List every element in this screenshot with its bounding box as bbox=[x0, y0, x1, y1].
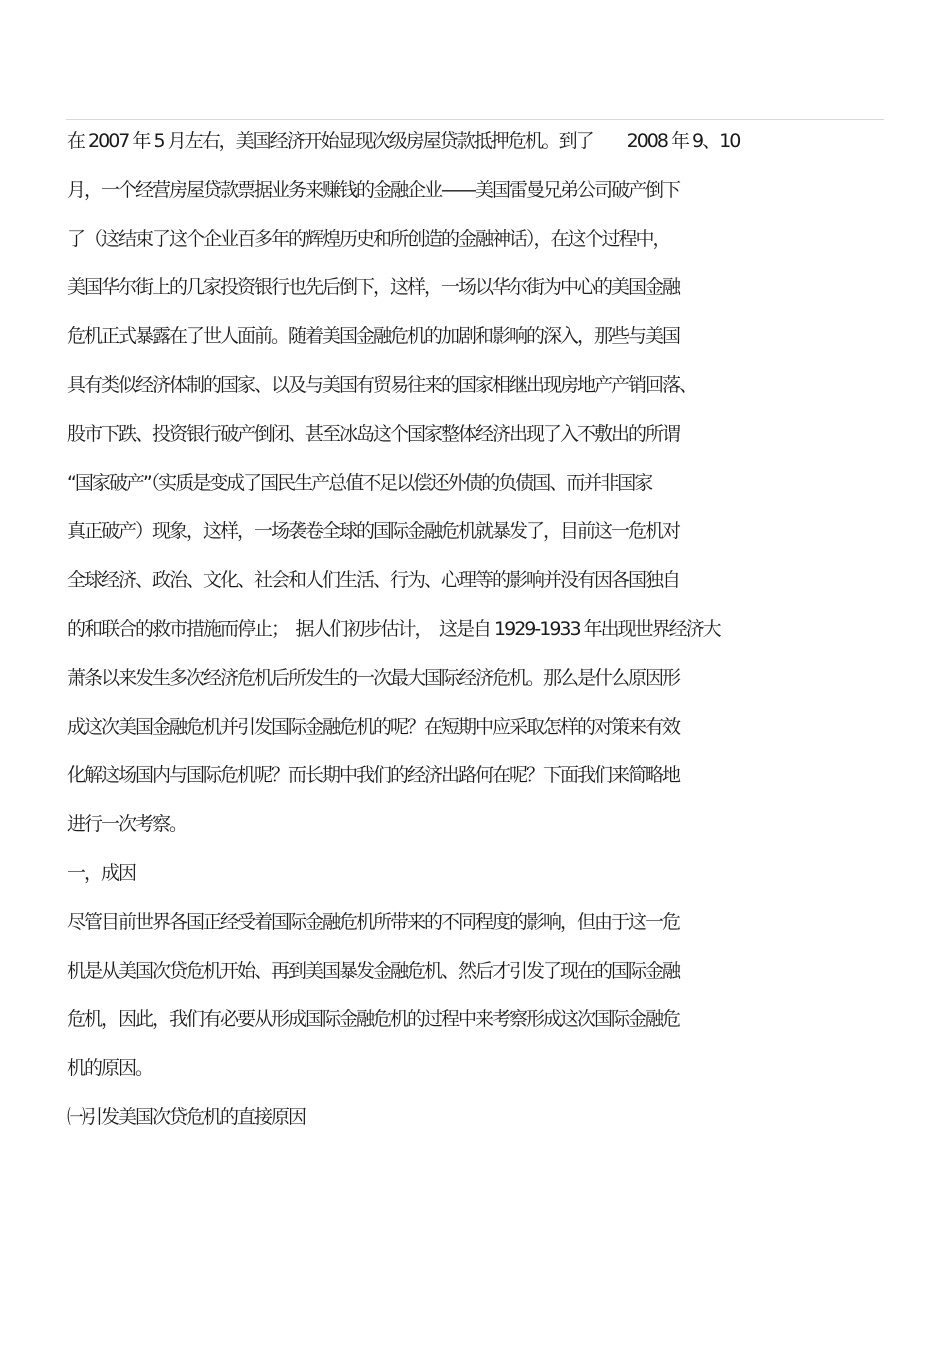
text-line: 机是从美国次贷危机开始、再到美国暴发金融危机、然后才引发了现在的国际金融 bbox=[67, 959, 680, 982]
text-line: 在 2007 年 5 月左右，美国经济开始显现次级房屋贷款抵押危机。到了 2008 年 9、10 bbox=[67, 130, 740, 152]
text-line: “国家破产”（实质是变成了国民生产总值不足以偿还外债的负债国、而并非国家 bbox=[67, 471, 652, 494]
body-text bbox=[67, 124, 897, 1149]
text-line: 了（这结束了这个企业百多年的辉煌历史和所创造的金融神话），在这个过程中， bbox=[67, 227, 670, 250]
text-line: 进行一次考察。 bbox=[67, 813, 187, 836]
text-line: 美国华尔街上的几家投资银行也先后倒下，这样，一场以华尔街为中心的美国金融 bbox=[67, 276, 680, 299]
text-line: 萧条以来发生多次经济危机后所发生的一次最大国际经济危机。那么是什么原因形 bbox=[67, 666, 680, 689]
header-rule bbox=[66, 119, 884, 120]
section-heading: 一，成因 bbox=[67, 861, 136, 884]
text-line: 真正破产）现象，这样，一场袭卷全球的国际金融危机就暴发了，目前这一危机对 bbox=[67, 520, 680, 543]
text-line: 危机，因此，我们有必要从形成国际金融危机的过程中来考察形成这次国际金融危 bbox=[67, 1008, 680, 1031]
text-line: 股市下跌、投资银行破产倒闭、甚至冰岛这个国家整体经济出现了入不敷出的所谓 bbox=[67, 422, 680, 445]
text-line: 成这次美国金融危机并引发国际金融危机的呢？在短期中应采取怎样的对策来有效 bbox=[67, 715, 680, 738]
text-line: 的和联合的救市措施而停止； 据人们初步估计， 这是自 1929-1933 年出现世界经济大 bbox=[67, 617, 720, 640]
text-line: 月，一个经营房屋贷款票据业务来赚钱的金融企业——美国雷曼兄弟公司破产倒下 bbox=[67, 178, 680, 201]
text-line: 全球经济、政治、文化、社会和人们生活、行为、心理等的影响并没有因各国独自 bbox=[67, 569, 680, 592]
text-line: 危机正式暴露在了世人面前。随着美国金融危机的加剧和影响的深入，那些与美国 bbox=[67, 325, 680, 348]
text-line: 尽管目前世界各国正经受着国际金融危机所带来的不同程度的影响，但由于这一危 bbox=[67, 910, 680, 933]
text-line: 化解这场国内与国际危机呢？而长期中我们的经济出路何在呢？下面我们来简略地 bbox=[67, 764, 680, 787]
text-line: 机的原因。 bbox=[67, 1057, 153, 1080]
subsection-heading: ㈠引发美国次贷危机的直接原因 bbox=[67, 1105, 306, 1128]
text-line: 具有类似经济体制的国家、以及与美国有贸易往来的国家相继出现房地产产销回落、 bbox=[67, 373, 697, 396]
